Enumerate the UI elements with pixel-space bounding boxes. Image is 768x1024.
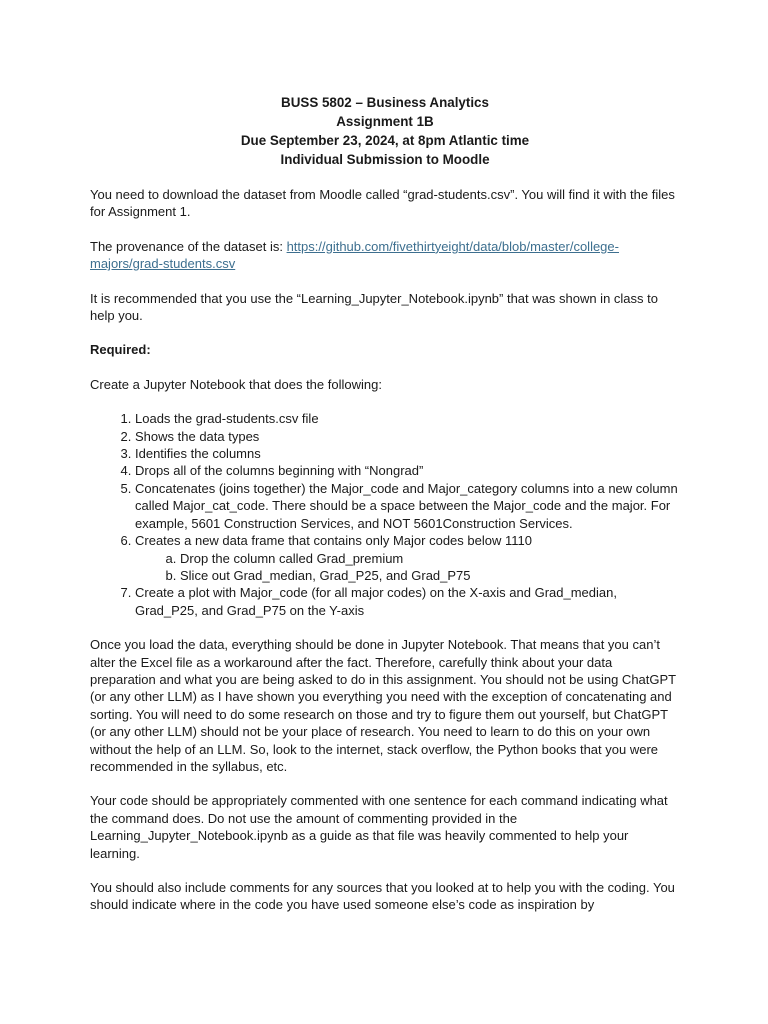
body-paragraph: Once you load the data, everything should be done in Jupyter Notebook. That means that you can’t alter the Excel file as a workaround after the fact. Therefore, carefully think about your data preparation and what you are being asked to do in this assignment. You should not be using ChatGPT (or any other LLM) as I have shown you everything you need with the exception of concatenating and sorting. You will need to do some research on those and try to figure them out yourself, but ChatGPT (or any other LLM) should not be your place of research. You need to learn to do this on your own without the help of an LLM. So, look to the internet, stack overflow, the Python books that you were recommended in the syllabus, etc. (90, 637, 676, 774)
body-paragraph: You should also include comments for any sources that you looked at to help you with the coding. You should indicate where in the code you have used someone else’s code as inspiration by (90, 880, 675, 913)
step-item: 1. Loads the grad-students.csv file (135, 410, 680, 427)
create-intro: Create a Jupyter Notebook that does the following: (90, 376, 382, 392)
step-item: 3. Identifies the columns (135, 445, 680, 462)
intro-paragraph: You need to download the dataset from Moodle called “grad-students.csv”. You will find it with the files for Assignment 1. (90, 187, 675, 220)
submission-note: Individual Submission to Moodle (280, 152, 490, 167)
substep-item: a. Drop the column called Grad_premium (180, 550, 680, 567)
step-item: 7. Create a plot with Major_code (for all major codes) on the X-axis and Grad_median, Grad_P25, and Grad_P75 on the Y-axis (135, 584, 680, 619)
course-title: BUSS 5802 – Business Analytics (281, 95, 489, 110)
provenance-paragraph (90, 238, 680, 273)
step-text: Creates a new data frame that contains only Major codes below 1110 (135, 533, 532, 549)
substeps-list (135, 550, 680, 585)
substep-item: b. Slice out Grad_median, Grad_P25, and Grad_P75 (180, 567, 680, 584)
dataset-link[interactable]: https://github.com/fivethirtyeight/data/blob/master/college-majors/grad-students.csv (90, 238, 619, 272)
recommendation-paragraph: It is recommended that you use the “Learning_Jupyter_Notebook.ipynb” that was shown in class to help you. (90, 290, 658, 324)
step-item: 5. Concatenates (joins together) the Major_code and Major_category columns into a new column called Major_cat_code. There should be a space between the Major_code and the major. For example, 5601 Construction Services, and NOT 5601Construction Services. (135, 480, 680, 532)
step-item-with-substeps (135, 532, 680, 584)
step-item: 2. Shows the data types (135, 428, 680, 445)
assignment-title: Assignment 1B (336, 114, 434, 129)
step-item: 4. Drops all of the columns beginning with “Nongrad” (135, 462, 680, 479)
due-date: Due September 23, 2024, at 8pm Atlantic time (240, 133, 530, 148)
steps-list (90, 410, 680, 619)
required-heading: Required: (90, 342, 151, 358)
body-paragraph: Your code should be appropriately commented with one sentence for each command indicating what the command does. Do not use the amount of commenting provided in the Learning_Jupyter_Notebook.ipynb as a guide as that file was heavily commented to help your learning. (90, 793, 668, 861)
document-header (90, 93, 680, 169)
provenance-prefix: The provenance of the dataset is: (90, 238, 287, 254)
document-page (90, 93, 680, 931)
